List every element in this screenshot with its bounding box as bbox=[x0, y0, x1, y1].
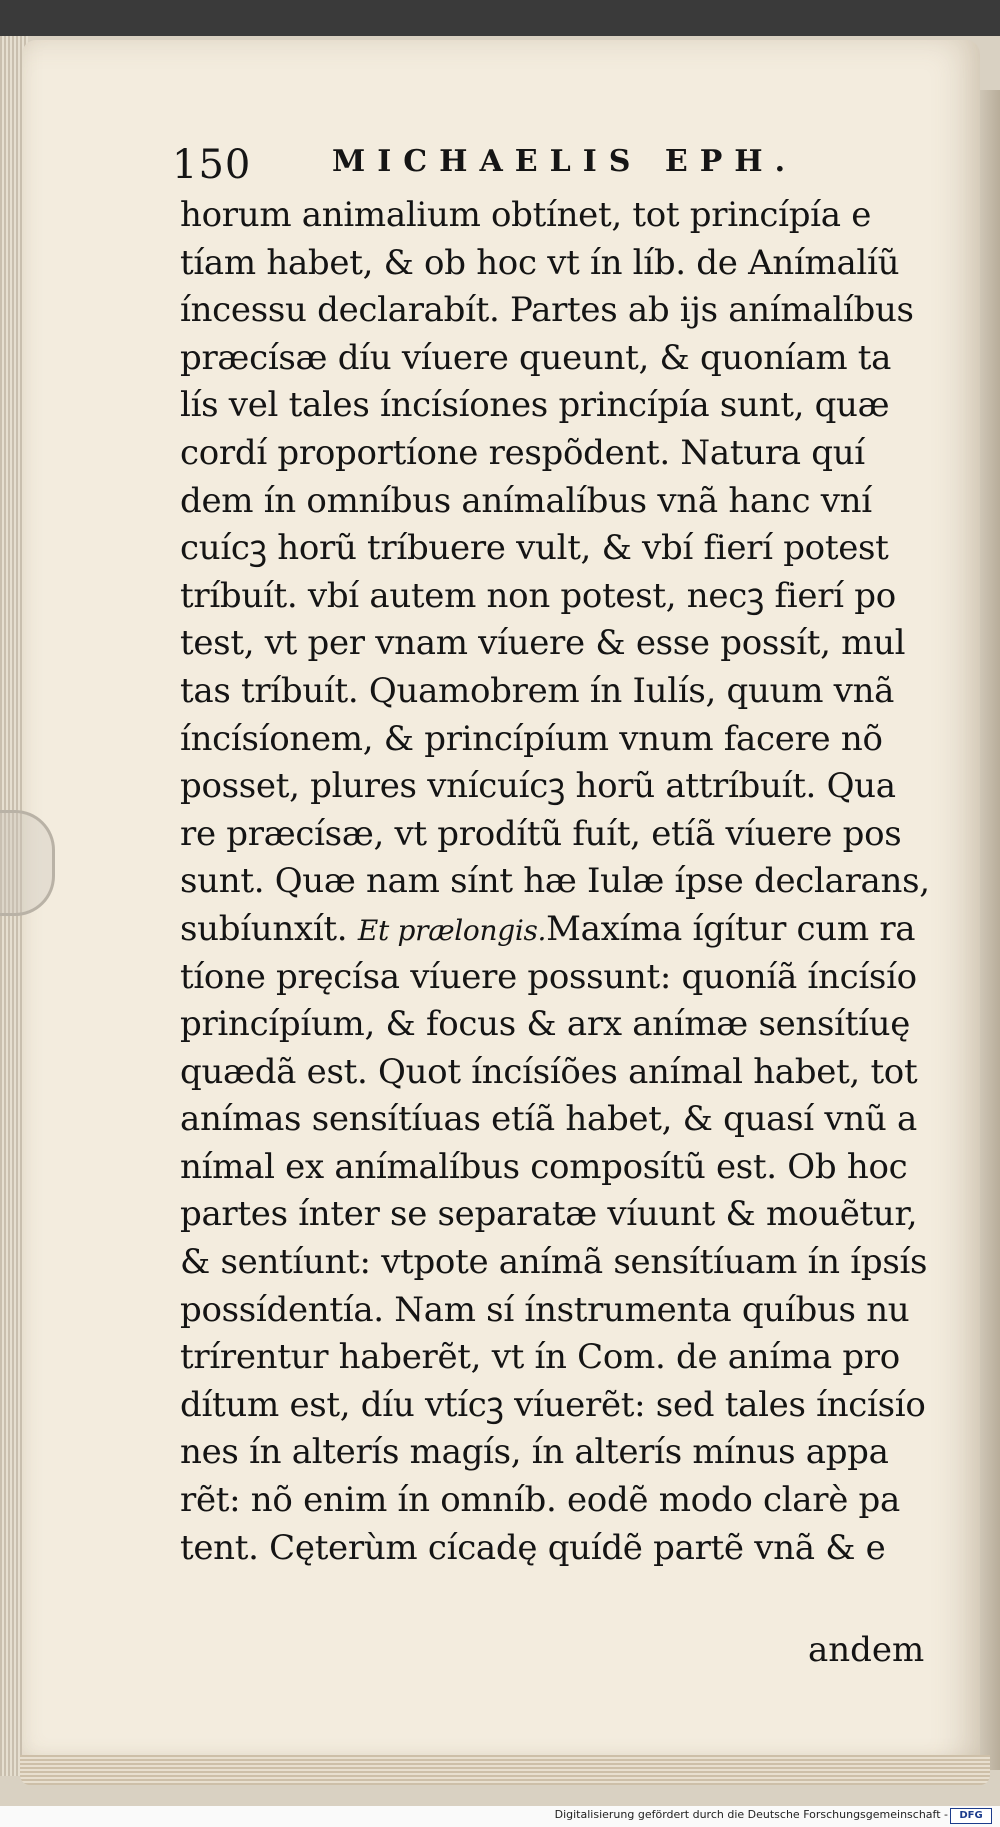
text-line: lís vel tales íncísíones princípía sunt, quæ bbox=[180, 385, 890, 426]
text-segment: subíunxít. bbox=[180, 908, 348, 949]
text-line: partes ínter se separatæ víuunt & mouẽtur, bbox=[180, 1194, 918, 1235]
text-line: nímal ex anímalíbus composítũ est. Ob hoc bbox=[180, 1146, 908, 1187]
text-line: & sentíunt: vtpote anímã sensítíuam ín ípsís bbox=[180, 1242, 928, 1283]
text-line: cordí proportíone respõdent. Natura quí bbox=[180, 432, 865, 473]
dfg-logo: DFG bbox=[950, 1808, 992, 1824]
text-line: tíam habet, & ob hoc vt ín líb. de Anímalíũ bbox=[180, 242, 900, 283]
digitization-credit: Digitalisierung gefördert durch die Deutsche Forschungsgemeinschaft - bbox=[554, 1808, 948, 1821]
text-line: test, vt per vnam víuere & esse possít, mul bbox=[180, 623, 906, 664]
catchword: andem bbox=[808, 1630, 925, 1670]
text-line: cuícꝫ horũ tríbuere vult, & vbí fierí potest bbox=[180, 528, 889, 569]
bottom-page-edges bbox=[20, 1755, 990, 1785]
folio-number: 150 bbox=[172, 142, 252, 188]
body-text bbox=[180, 192, 940, 1572]
text-line: quædã est. Quot íncísíões anímal habet, tot bbox=[180, 1051, 918, 1092]
page-header bbox=[172, 140, 832, 196]
text-line: re præcísæ, vt prodítũ fuít, etíã víuere pos bbox=[180, 813, 902, 854]
right-page-edge bbox=[980, 90, 1000, 1770]
text-line: præcísæ díu víuere queunt, & quoníam ta bbox=[180, 337, 892, 378]
text-line: íncessu declarabít. Partes ab ijs anímalíbus bbox=[180, 290, 914, 331]
text-line: tent. Cęterùm cícadę quídẽ partẽ vnã & e bbox=[180, 1527, 886, 1568]
text-line: tas tríbuít. Quamobrem ín Iulís, quum vnã bbox=[180, 670, 895, 711]
text-line: nes ín alterís magís, ín alterís mínus appa bbox=[180, 1432, 889, 1473]
text-line: posset, plures vnícuícꝫ horũ attríbuít. Qua bbox=[180, 766, 896, 807]
text-line: trírentur haberẽt, vt ín Com. de aníma pro bbox=[180, 1337, 900, 1378]
text-line: sunt. Quæ nam sínt hæ Iulæ ípse declarans, bbox=[180, 861, 930, 902]
page-clip bbox=[0, 810, 55, 916]
text-line: íncísíonem, & princípíum vnum facere nõ bbox=[180, 718, 883, 759]
text-line: dítum est, díu vtícꝫ víuerẽt: sed tales íncísío bbox=[180, 1384, 926, 1425]
text-segment: Maxíma ígítur cum ra bbox=[546, 908, 916, 949]
text-line: tríbuít. vbí autem non potest, necꝫ fierí po bbox=[180, 575, 896, 616]
text-line: dem ín omníbus anímalíbus vnã hanc vní bbox=[180, 480, 872, 521]
text-line: princípíum, & focus & arx anímæ sensítíuę bbox=[180, 1004, 911, 1045]
text-line: anímas sensítíuas etíã habet, & quasí vnũ a bbox=[180, 1099, 917, 1140]
text-line: rẽt: nõ enim ín omníb. eodẽ modo clarè pa bbox=[180, 1480, 900, 1521]
text-line: possídentía. Nam sí ínstrumenta quíbus nu bbox=[180, 1289, 910, 1330]
text-line: tíone pręcísa víuere possunt: quoníã íncísío bbox=[180, 956, 917, 997]
text-line: horum animalium obtínet, tot princípía e bbox=[180, 195, 872, 235]
text-line-mixed bbox=[180, 906, 940, 954]
italic-lemma: Et prælongis. bbox=[357, 913, 547, 947]
running-head: MICHAELIS EPH. bbox=[332, 144, 798, 179]
